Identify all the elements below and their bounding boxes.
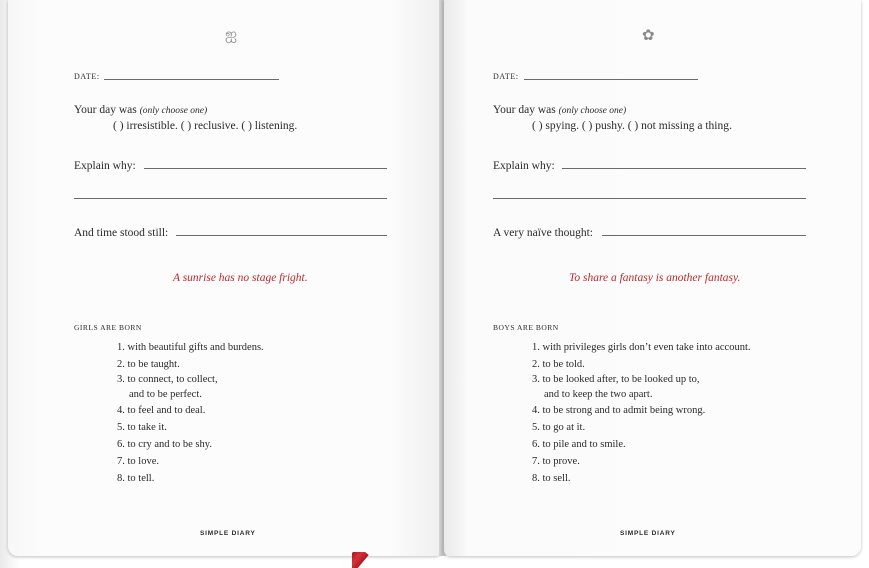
right-page: [444, 0, 861, 556]
day-prompt: Your day was (only choose one): [493, 104, 627, 116]
section-title: GIRLS ARE BORN: [74, 323, 142, 332]
third-line: [602, 235, 806, 236]
numbered-list: [532, 339, 751, 487]
list-item: 5. to take it.: [117, 422, 167, 433]
third-prompt: A very naïve thought:: [493, 227, 593, 239]
explain-label: Explain why:: [493, 160, 555, 172]
third-prompt: And time stood still:: [74, 227, 169, 239]
quote-text: To share a fantasy is another fantasy.: [569, 272, 741, 284]
flower-ornament-icon: ✿: [642, 28, 655, 44]
explain-line-1: [562, 168, 806, 169]
date-label: DATE:: [74, 72, 100, 81]
list-item: 6. to cry and to be shy.: [117, 439, 212, 450]
numbered-list: [117, 339, 264, 487]
left-page: [8, 0, 441, 556]
explain-line-2: [493, 198, 806, 199]
list-item: 4. to be strong and to admit being wrong.: [532, 405, 706, 416]
list-item: 4. to feel and to deal.: [117, 405, 206, 416]
bookmark-ribbon: [352, 552, 412, 568]
list-item: 6. to pile and to smile.: [532, 439, 626, 450]
footer-text: SIMPLE DIARY: [620, 530, 676, 537]
explain-line-2: [74, 198, 387, 199]
list-item: 1. with privileges girls don’t even take into account.: [532, 342, 751, 353]
footer-text: SIMPLE DIARY: [200, 530, 256, 537]
quote-text: A sunrise has no stage fright.: [173, 272, 308, 284]
day-prompt: Your day was (only choose one): [74, 104, 208, 116]
list-item: and to keep the two apart.: [544, 389, 653, 400]
explain-line-1: [144, 168, 387, 169]
list-item: 2. to be told.: [532, 359, 585, 370]
list-item: 3. to connect, to collect,: [117, 374, 218, 385]
day-options: ( ) spying. ( ) pushy. ( ) not missing a thing.: [532, 120, 732, 132]
list-item: and to be perfect.: [129, 389, 202, 400]
list-item: 8. to tell.: [117, 473, 155, 484]
explain-label: Explain why:: [74, 160, 136, 172]
date-line: [524, 79, 698, 80]
list-item: 1. with beautiful gifts and burdens.: [117, 342, 264, 353]
third-line: [176, 235, 387, 236]
list-item: 3. to be looked after, to be looked up to,: [532, 374, 700, 385]
flower-ornament-icon: ஐ: [225, 27, 238, 43]
list-item: 7. to love.: [117, 456, 159, 467]
list-item: 8. to sell.: [532, 473, 571, 484]
date-label: DATE:: [493, 72, 519, 81]
list-item: 2. to be taught.: [117, 359, 180, 370]
date-line: [104, 79, 279, 80]
list-item: 7. to prove.: [532, 456, 580, 467]
section-title: BOYS ARE BORN: [493, 323, 559, 332]
list-item: 5. to go at it.: [532, 422, 586, 433]
day-options: ( ) irresistible. ( ) reclusive. ( ) listening.: [113, 120, 298, 132]
